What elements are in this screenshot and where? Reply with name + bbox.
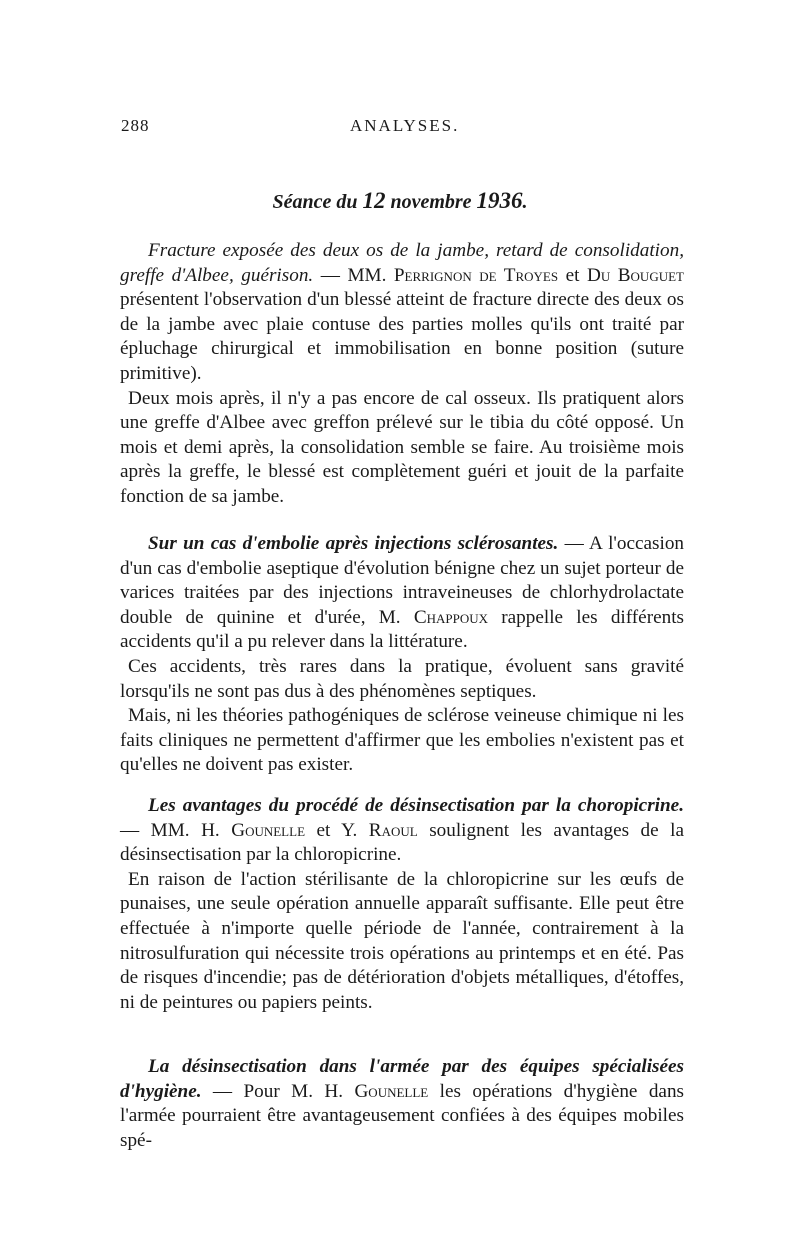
paragraph: En raison de l'action stérilisante de la chloropicrine sur les œufs de punaises, une seule opération annuelle apparaît suffisante. Elle peut être effectuée à n'importe quelle période de l'année, contrairement à la nitrosulfuration qui nécessite trois opérations au printemps et en été. Pas de risques d'incendie; pas de détérioration d'objets métalliques, d'étoffes, ni de peintures ou papiers peints. — [120, 868, 684, 1013]
session-suffix: . — [522, 191, 528, 213]
section-lead-text: les opérations d'hygiène dans l'armée pourraient être avantageusement confiées à des équipes mobiles spé- — [120, 1080, 685, 1151]
section-chloropicrine — [120, 794, 684, 1015]
section-title: Les avantages du procédé de désinsectisation par la choropicrine. — [148, 795, 684, 816]
section-title: Fracture exposée des deux os de la jambe, retard de consolidation, greffe d'Albee, guérison. — [120, 240, 684, 286]
section-lead-paragraph — [120, 794, 684, 868]
section-dash: — Pour M. H. — [201, 1080, 355, 1102]
session-title — [0, 188, 800, 214]
session-day: 12 — [362, 188, 386, 213]
paragraph: Mais, ni les théories pathogéniques de sclérose veineuse chimique ni les faits cliniques ne permettent d'affirmer que les embolies n'existent pas et qu'elles ne doivent pas exister. — [120, 705, 684, 776]
page-number: 288 — [121, 116, 150, 135]
session-prefix: Séance du — [272, 191, 363, 213]
paragraph: Ces accidents, très rares dans la pratique, évoluent sans gravité lorsqu'ils ne sont pas dus à des phénomènes septiques. — [120, 655, 684, 702]
author-name: Gounelle — [354, 1080, 429, 1102]
section-title: Sur un cas d'embolie après injections sclérosantes. — [148, 533, 559, 554]
author-name: Gounelle — [231, 819, 306, 841]
section-lead-paragraph — [120, 532, 684, 655]
author-name: Chappoux — [413, 606, 489, 628]
author-conjunction: et — [558, 264, 587, 286]
section-lead-paragraph — [120, 1055, 684, 1153]
author-name: Du Bouguet — [586, 264, 684, 286]
author-name: Perrignon de Troyes — [393, 264, 559, 286]
section-lead-text: soulignent les avantages de la désinsectisation par la chloropicrine. — [120, 819, 684, 866]
paragraph: Deux mois après, il n'y a pas encore de cal osseux. Ils pratiquent alors une greffe d'Albee avec greffon prélevé sur le tibia du côté opposé. Un mois et demi après, la consolidation semble se faire. Au troisième mois après la greffe, le blessé est complètement guéri et jouit de la parfaite fonction de sa jambe. — [120, 387, 684, 507]
session-month: novembre — [385, 191, 477, 213]
section-armee — [120, 1055, 684, 1153]
author-conjunction: et Y. — [305, 819, 369, 841]
section-lead-text: rappelle les différents accidents qu'il a pu relever dans la littérature. — [120, 606, 684, 653]
section-lead-text: présentent l'observation d'un blessé atteint de fracture directe des deux os de la jambe avec plaie contuse des parties molles qu'ils ont traité par épluchage chirurgical et immobilisation en bonne position (suture primitive). — [120, 289, 684, 384]
section-dash: — MM. — [313, 264, 394, 286]
author-name: Raoul — [368, 819, 418, 841]
session-year: 1936 — [476, 188, 523, 213]
running-title: ANALYSES. — [350, 116, 460, 135]
section-title: La désinsectisation dans l'armée par des équipes spécialisées d'hygiène. — [120, 1056, 684, 1102]
section-dash: — MM. H. — [120, 819, 232, 841]
running-head — [0, 116, 800, 140]
section-fracture — [120, 239, 684, 510]
section-lead-text: — A l'occasion d'un cas d'embolie aseptique d'évolution bénigne chez un sujet porteur de varices traitées par des injections intraveineuses de chlorhydrolactate double de quinine et d'urée, M. — [120, 533, 685, 628]
section-lead-paragraph — [120, 239, 684, 387]
section-embolie — [120, 532, 684, 778]
